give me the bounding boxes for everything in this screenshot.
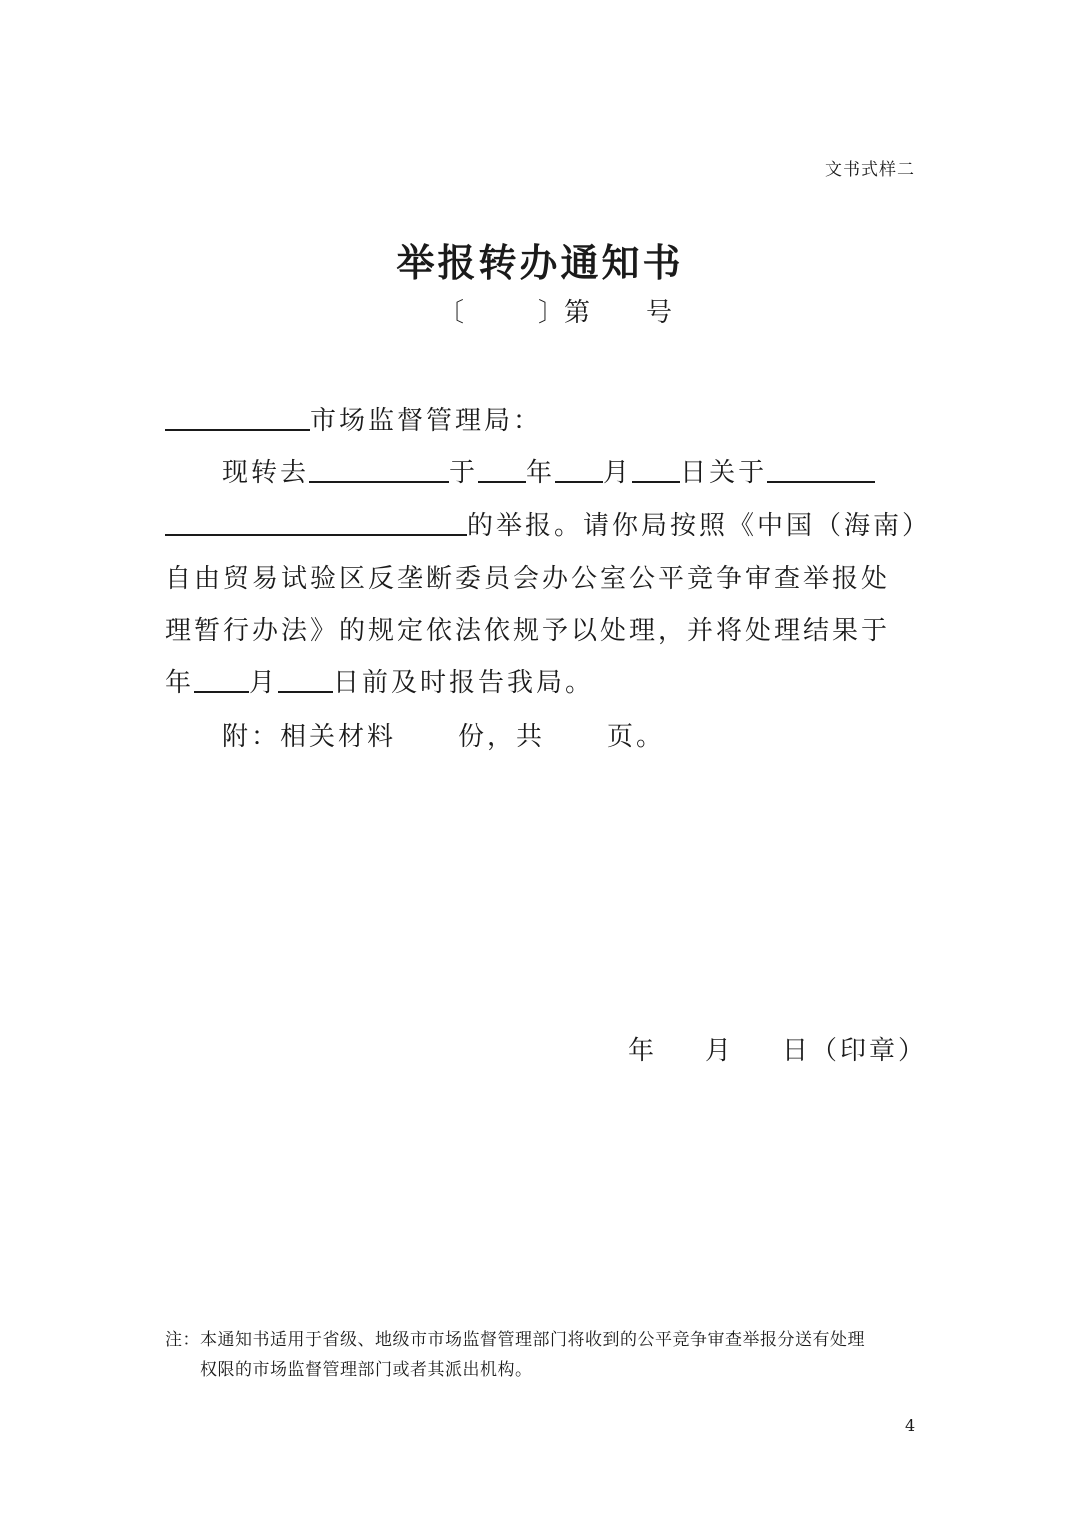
form-template-label: 文书式样二 [825, 160, 915, 180]
page-number: 4 [905, 1416, 916, 1435]
blank-deadline-month [194, 667, 249, 693]
footnote-line-1: 注：本通知书适用于省级、地级市市场监督管理部门将收到的公平竞争审查举报分送有处理 [165, 1330, 865, 1350]
body-line-4: 理暂行办法》的规定依法依规予以处理，并将处理结果于 [165, 616, 891, 646]
addressee-suffix: 市场监督管理局： [310, 406, 543, 436]
body-text: 年 [526, 458, 556, 488]
body-text: 月 [603, 458, 633, 488]
blank-report-content [165, 510, 467, 536]
body-line-5 [165, 662, 594, 699]
body-text: 的举报。请你局按照《中国（海南） [467, 511, 932, 541]
footnote-line-2: 权限的市场监督管理部门或者其派出机构。 [200, 1360, 533, 1380]
doc-number-di: 第 [564, 298, 591, 328]
blank-deadline-day [278, 667, 333, 693]
body-text: 于 [449, 458, 479, 488]
body-text: 月 [249, 668, 279, 698]
date-month: 月 [705, 1036, 735, 1066]
attachment-pages: 页。 [607, 722, 666, 752]
date-stamp-line [628, 1030, 927, 1067]
blank-day [632, 457, 680, 483]
body-line-3: 自由贸易试验区反垄断委员会办公室公平竞争审查举报处 [165, 564, 891, 594]
blank-subject [767, 457, 875, 483]
body-line-1 [222, 452, 875, 489]
doc-number-close-bracket: 〕 [538, 298, 565, 328]
doc-number-hao: 号 [646, 298, 673, 328]
document-title: 举报转办通知书 [396, 241, 684, 285]
blank-month [555, 457, 603, 483]
body-text: 日关于 [680, 458, 768, 488]
addressee-line [165, 400, 542, 437]
attachment-copies: 份，共 [458, 722, 546, 752]
addressee-blank [165, 405, 310, 431]
blank-year [478, 457, 526, 483]
blank-recipient [309, 457, 449, 483]
attachment-line [222, 716, 665, 753]
attachment-label: 附：相关材料 [222, 722, 397, 752]
body-text: 现转去 [222, 458, 310, 488]
date-day-seal: 日（印章） [782, 1036, 928, 1066]
body-text: 日前及时报告我局。 [333, 668, 595, 698]
date-year: 年 [628, 1036, 658, 1066]
document-number [438, 292, 672, 329]
body-line-2 [165, 505, 931, 542]
body-text: 年 [165, 668, 195, 698]
doc-number-open-bracket: 〔 [438, 298, 465, 328]
